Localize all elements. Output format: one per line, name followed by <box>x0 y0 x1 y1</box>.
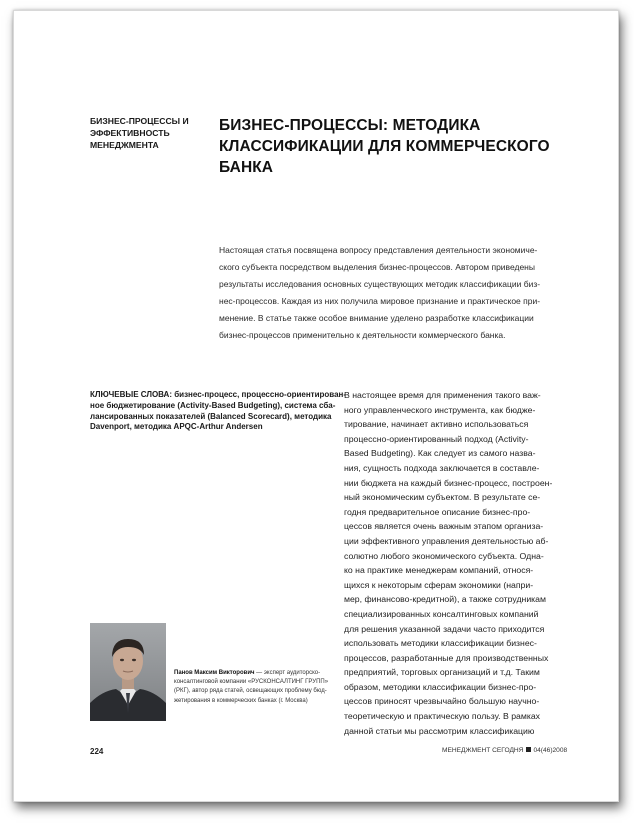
title-line: КЛАССИФИКАЦИИ ДЛЯ КОММЕРЧЕСКОГО <box>219 138 550 155</box>
square-bullet-icon <box>526 747 531 752</box>
body-line: ный экономическим субъектом. В результате се- <box>344 492 541 503</box>
body-text <box>344 388 594 738</box>
body-line: специализированных консалтинговых компаний <box>344 608 539 619</box>
title-line: БАНКА <box>219 159 274 176</box>
body-line: для решения указанной задачи часто приходится <box>344 623 545 634</box>
keywords-line: лансированных показателей (Balanced Scorecard), методика <box>90 411 332 421</box>
body-line: предприятий, торговых организаций и т.д. Таким <box>344 667 540 678</box>
journal-page <box>13 10 619 802</box>
section-label-line: ЭФФЕКТИВНОСТЬ <box>90 128 170 138</box>
body-line: ции эффективного управления деятельностью аб- <box>344 535 549 546</box>
author-name: Панов Максим Викторович <box>174 670 255 676</box>
body-line: ного управленческого инструмента, как бюдже- <box>344 404 536 415</box>
author-caption-line: консалтинговой компании «РУСКОНСАЛТИНГ ГРУПП» <box>174 679 329 686</box>
section-label <box>90 115 210 151</box>
abstract-line: менение. В статье также особое внимание уделено разработке классификации <box>219 312 534 323</box>
body-line: данной статьи мы рассмотрим классификацию <box>344 725 535 736</box>
body-line: годня предварительное описание бизнес-про- <box>344 506 531 517</box>
article-title <box>219 115 579 178</box>
abstract-line: результаты исследования основных существующих методик классификации биз- <box>219 278 541 289</box>
abstract <box>219 242 593 343</box>
body-line: процессно-ориентированный подход (Activity- <box>344 433 529 444</box>
body-line: солютно любого экономического субъекта. Одна- <box>344 550 544 561</box>
body-line: мер, финансово-кредитной), а также сотрудникам <box>344 594 546 605</box>
page-number: 224 <box>90 747 104 756</box>
abstract-line: Настоящая статья посвящена вопросу представления деятельности экономиче- <box>219 245 538 255</box>
section-label-line: БИЗНЕС-ПРОЦЕССЫ И <box>90 116 189 126</box>
journal-issue: 04(46)2008 <box>533 747 568 754</box>
title-line: БИЗНЕС-ПРОЦЕССЫ: МЕТОДИКА <box>219 117 481 134</box>
body-line: цессов является очень важным этапом организа- <box>344 521 544 532</box>
body-line: В настоящее время для применения такого важ- <box>344 390 541 400</box>
section-label-line: МЕНЕДЖМЕНТА <box>90 140 159 150</box>
body-line: цессов приносят чрезвычайно большую научно- <box>344 696 540 707</box>
body-line: тирование, начинает активно использоваться <box>344 419 529 430</box>
body-line: образом, методики классификации бизнес-про- <box>344 681 537 692</box>
journal-info <box>442 747 567 754</box>
journal-name: МЕНЕДЖМЕНТ СЕГОДНЯ <box>442 747 524 754</box>
body-line: Based Budgeting). Как следует из самого назва- <box>344 448 536 459</box>
body-line: теоретическую и практическую пользу. В рамках <box>344 711 540 722</box>
author-caption-line: — эксперт аудиторско- <box>254 670 321 676</box>
body-line: щихся к некоторым сферам экономики (напри- <box>344 579 534 590</box>
author-caption-line: жетирования в коммерческих банках (г. Москва) <box>174 697 308 704</box>
abstract-line: бизнес-процессов применительно к деятельности коммерческого банка. <box>219 329 506 340</box>
author-caption <box>174 669 329 706</box>
author-portrait-image <box>90 623 166 721</box>
keywords-line: КЛЮЧЕВЫЕ СЛОВА: бизнес-процесс, процессно-ориентирован- <box>90 390 347 399</box>
abstract-line: ского субъекта посредством выделения бизнес-процессов. Автором приведены <box>219 261 535 272</box>
keywords-line: ное бюджетирование (Activity-Based Budgeting), система сба- <box>90 400 336 410</box>
body-line: ния, сущность подхода заключается в составле- <box>344 462 540 473</box>
author-caption-line: (РКГ), автор ряда статей, освещающих проблему бюд- <box>174 688 327 695</box>
body-line: нии бюджета на каждый бизнес-процесс, построен- <box>344 477 553 488</box>
abstract-line: нес-процессов. Каждая из них получила мировое признание и практическое при- <box>219 295 541 306</box>
keywords <box>90 390 346 433</box>
body-line: ко на практике менеджерам компаний, относя- <box>344 565 534 576</box>
body-line: использовать методики классификации бизнес- <box>344 638 537 649</box>
keywords-line: Davenport, методика APQC-Arthur Andersen <box>90 422 263 432</box>
body-line: процессов, разработанные для производственных <box>344 652 549 663</box>
author-photo <box>90 623 166 721</box>
